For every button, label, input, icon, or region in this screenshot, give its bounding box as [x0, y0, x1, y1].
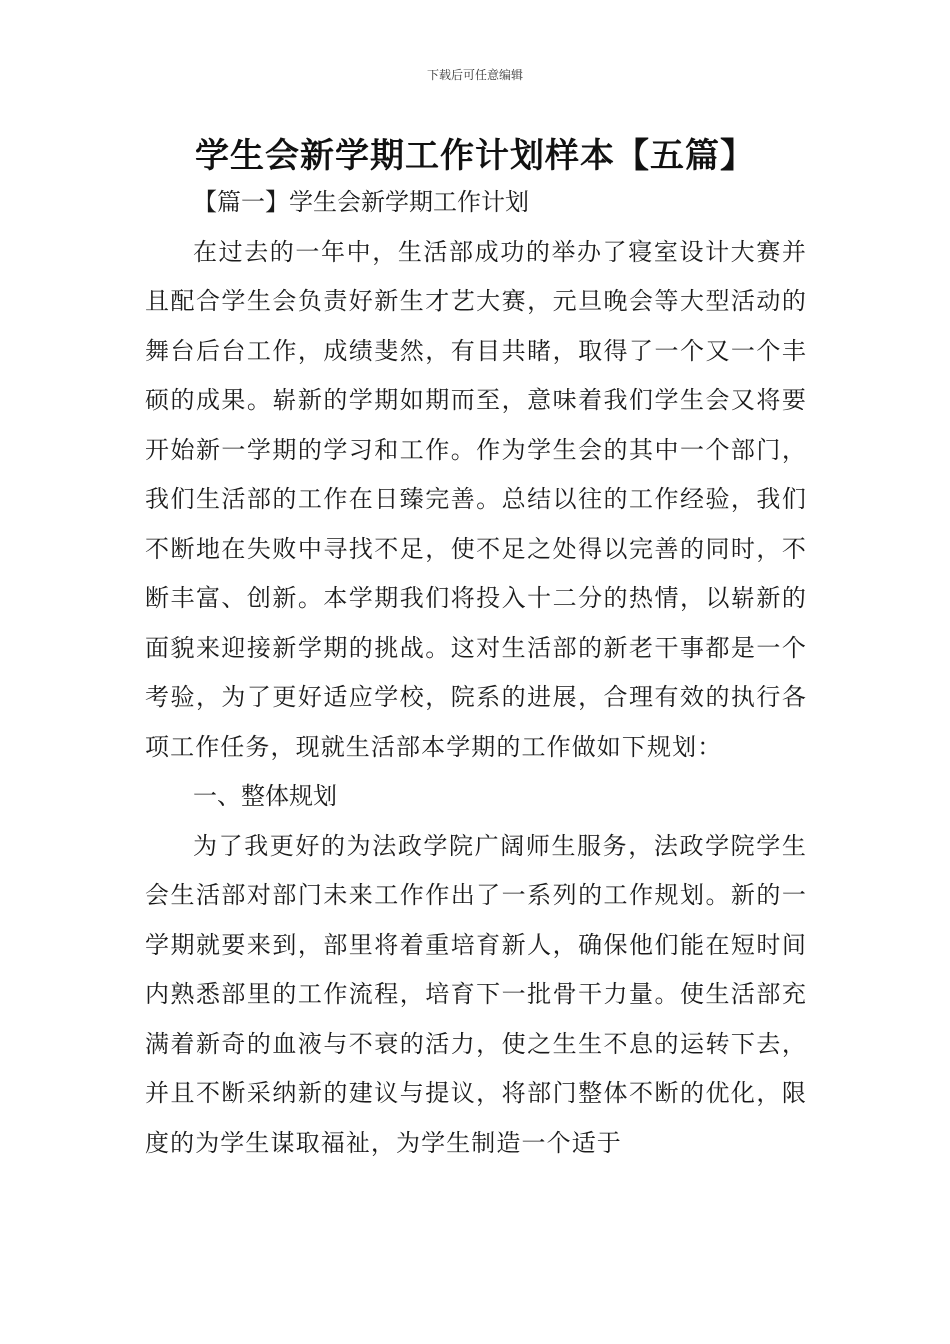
document-title: 学生会新学期工作计划样本【五篇】	[195, 136, 755, 176]
header-note: 下载后可任意编辑	[426, 68, 523, 82]
document-body	[145, 178, 807, 1168]
paragraph-2: 为了我更好的为法政学院广阔师生服务，法政学院学生会生活部对部门未来工作作出了一系列的工作规划。新的一学期就要来到，部里将着重培育新人，确保他们能在短时间内熟悉部里的工作流程，培育下一批骨干力量。使生活部充满着新奇的血液与不衰的活力，使之生生不息的运转下去，并且不断采纳新的建议与提议，将部门整体不断的优化，限度的为学生谋取福祉，为学生制造一个适于	[145, 831, 807, 1157]
paragraph-1: 在过去的一年中，生活部成功的举办了寝室设计大赛并且配合学生会负责好新生才艺大赛，元旦晚会等大型活动的舞台后台工作，成绩斐然，有目共睹，取得了一个又一个丰硕的成果。崭新的学期如期而至，意味着我们学生会又将要开始新一学期的学习和工作。作为学生会的其中一个部门，我们生活部的工作在日臻完善。总结以往的工作经验，我们不断地在失败中寻找不足，使不足之处得以完善的同时，不断丰富、创新。本学期我们将投入十二分的热情，以崭新的面貌来迎接新学期的挑战。这对生活部的新老干事都是一个考验，为了更好适应学校，院系的进展，合理有效的执行各项工作任务，现就生活部本学期的工作做如下规划：	[145, 237, 807, 761]
section-heading: 【篇一】学生会新学期工作计划	[193, 188, 529, 216]
subheading-overall-plan: 一、整体规划	[193, 782, 337, 810]
